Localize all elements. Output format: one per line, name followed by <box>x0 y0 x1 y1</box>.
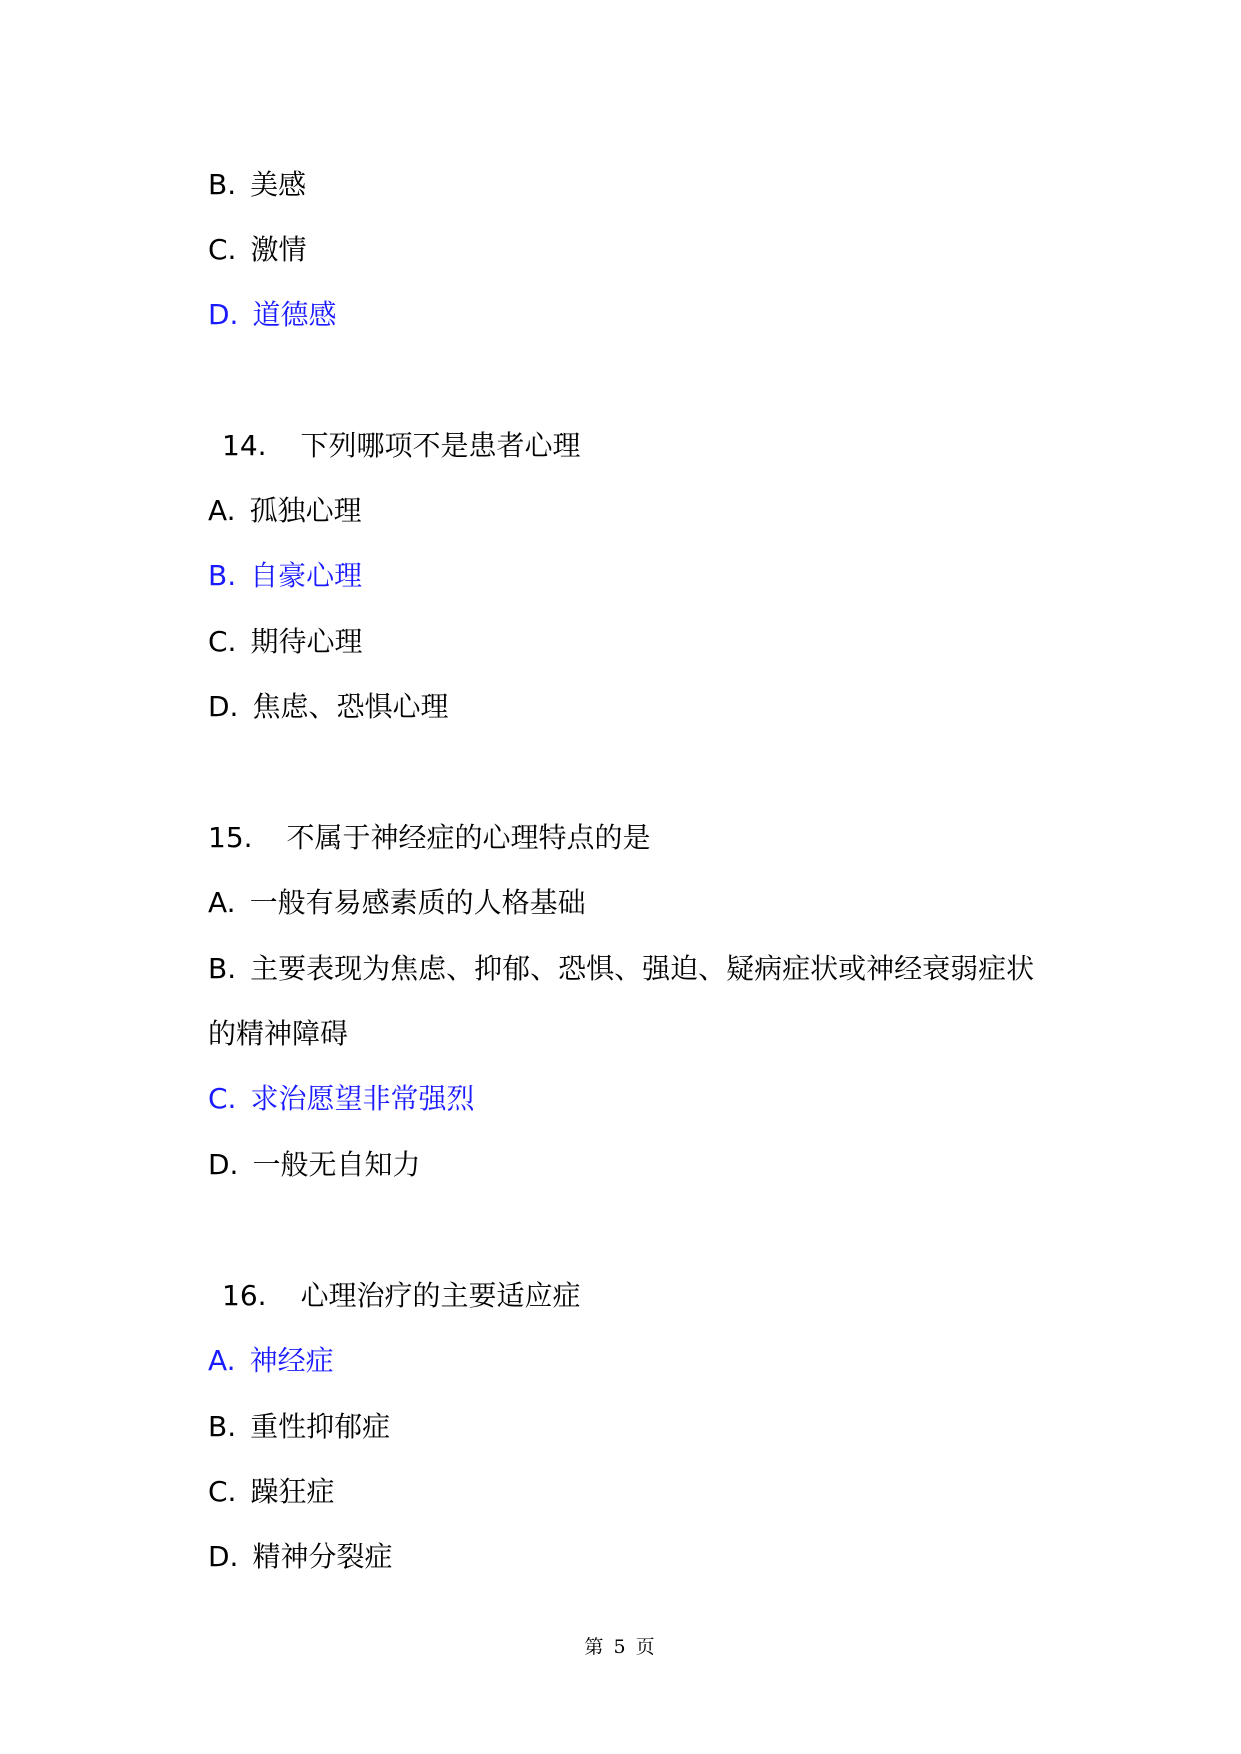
option-mark: D. <box>208 298 239 331</box>
q15-option-a <box>208 885 586 921</box>
q14-option-c <box>208 624 362 660</box>
option-text: 期待心理 <box>250 625 363 658</box>
q16-option-c <box>208 1474 334 1510</box>
q16-option-b <box>208 1409 390 1445</box>
option-mark: B. <box>208 168 237 201</box>
option-text: 激情 <box>250 233 307 266</box>
option-mark: A. <box>208 494 236 527</box>
q13-option-d <box>208 297 336 333</box>
q16-stem <box>222 1278 581 1314</box>
option-mark: B. <box>208 952 237 985</box>
q16-option-d <box>208 1539 392 1575</box>
q14-option-d <box>208 689 448 725</box>
option-mark: B. <box>208 559 237 592</box>
q15-option-c <box>208 1081 474 1117</box>
question-number: 16. <box>222 1279 267 1312</box>
q14-stem <box>222 428 581 464</box>
option-text: 美感 <box>250 168 307 201</box>
question-text: 心理治疗的主要适应症 <box>300 1279 581 1312</box>
option-mark: C. <box>208 233 237 266</box>
q14-option-b <box>208 558 362 594</box>
option-text: 一般无自知力 <box>252 1148 421 1181</box>
page-number-footer: 第 5 页 <box>584 1636 657 1658</box>
option-text: 自豪心理 <box>250 559 363 592</box>
option-text: 精神分裂症 <box>252 1540 393 1573</box>
q13-option-b <box>208 167 306 203</box>
option-text: 主要表现为焦虑、抑郁、恐惧、强迫、疑病症状或神经衰弱症状 <box>250 952 1035 985</box>
q15-stem <box>208 820 651 856</box>
q15-option-b <box>208 951 1034 987</box>
option-mark: C. <box>208 625 237 658</box>
option-text: 神经症 <box>249 1344 334 1377</box>
option-mark: A. <box>208 886 236 919</box>
option-text-continuation: 的精神障碍 <box>208 1017 349 1050</box>
option-text: 道德感 <box>252 298 337 331</box>
option-text: 一般有易感素质的人格基础 <box>249 886 586 919</box>
q15-option-d <box>208 1147 420 1183</box>
option-mark: C. <box>208 1475 237 1508</box>
q16-option-a <box>208 1343 334 1379</box>
option-mark: A. <box>208 1344 236 1377</box>
option-text: 孤独心理 <box>249 494 362 527</box>
question-number: 15. <box>208 821 253 854</box>
option-text: 躁狂症 <box>250 1475 335 1508</box>
option-text: 焦虑、恐惧心理 <box>252 690 449 723</box>
option-text: 重性抑郁症 <box>250 1410 391 1443</box>
option-mark: B. <box>208 1410 237 1443</box>
question-number: 14. <box>222 429 267 462</box>
option-mark: C. <box>208 1082 237 1115</box>
q15-option-b-continuation <box>208 1016 348 1052</box>
option-mark: D. <box>208 690 239 723</box>
q14-option-a <box>208 493 362 529</box>
option-mark: D. <box>208 1148 239 1181</box>
q13-option-c <box>208 232 306 268</box>
option-text: 求治愿望非常强烈 <box>250 1082 475 1115</box>
question-text: 下列哪项不是患者心理 <box>300 429 581 462</box>
option-mark: D. <box>208 1540 239 1573</box>
question-text: 不属于神经症的心理特点的是 <box>286 821 651 854</box>
